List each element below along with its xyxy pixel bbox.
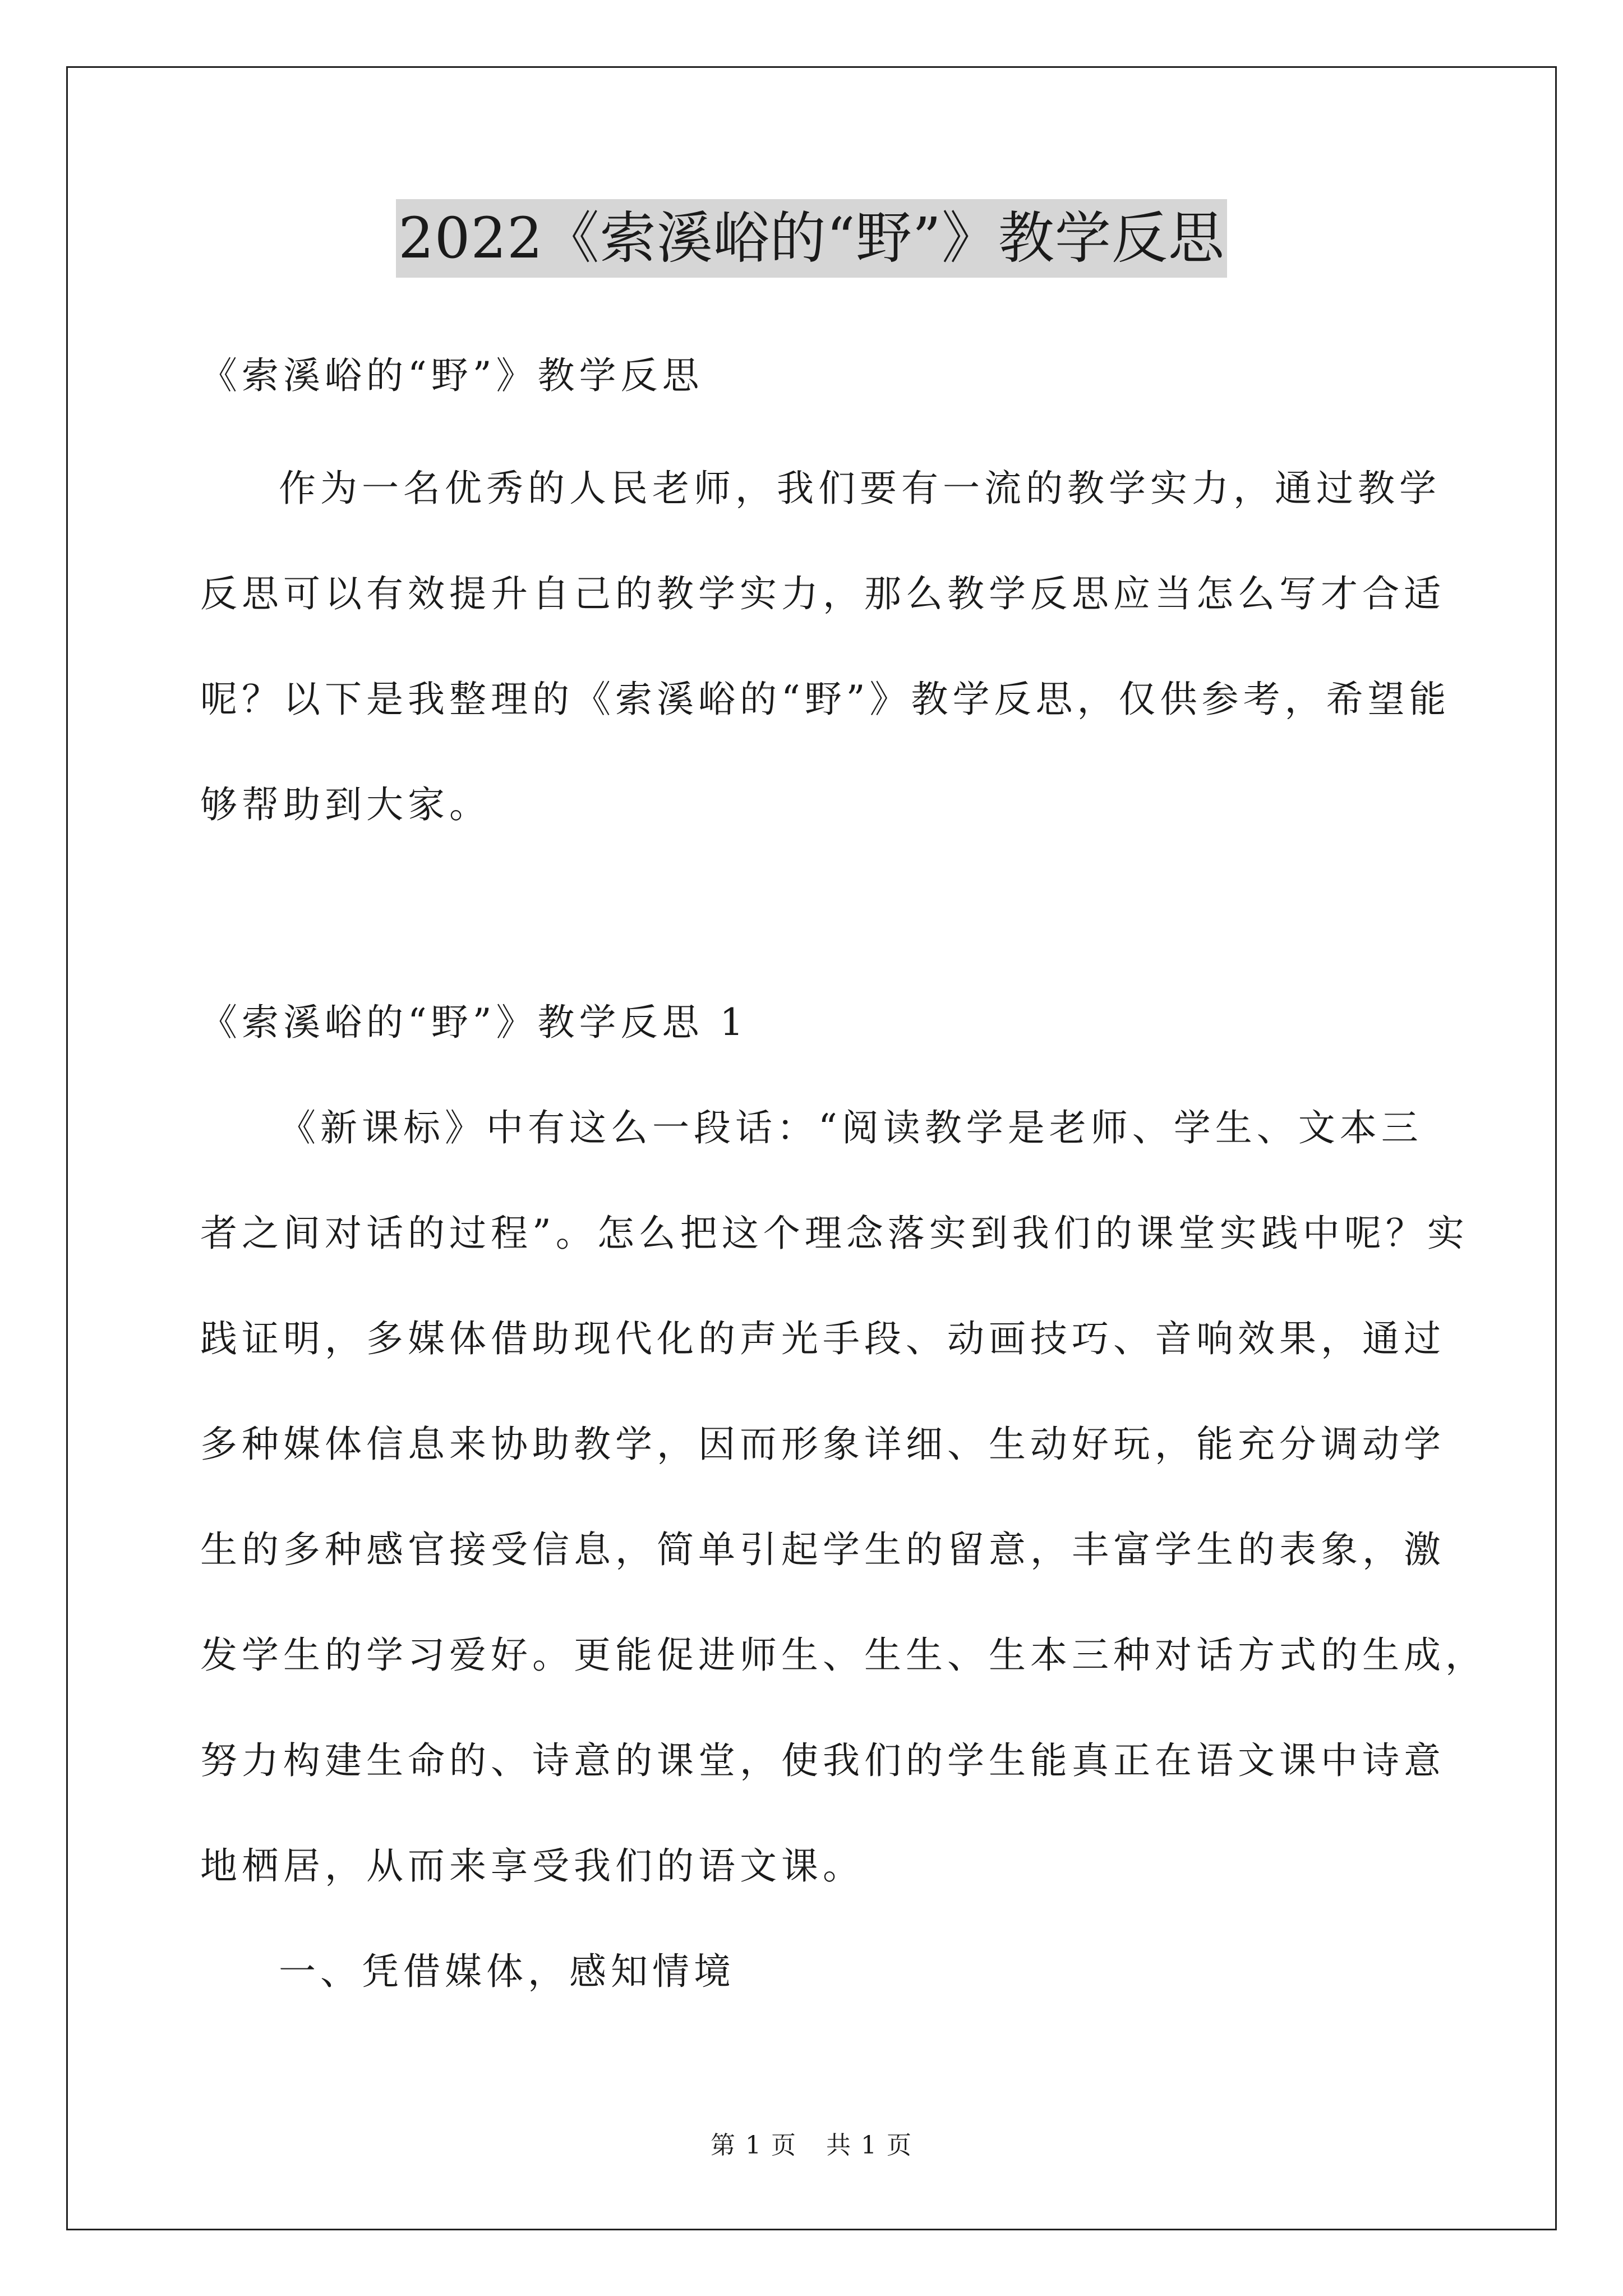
intro-line-2: 反思可以有效提升自己的教学实力，那么教学反思应当怎么写才合适 <box>200 572 1445 615</box>
body-line-8: 地栖居，从而来享受我们的语文课。 <box>200 1844 864 1888</box>
body-line-7: 努力构建生命的、诗意的课堂，使我们的学生能真正在语文课中诗意 <box>200 1739 1445 1782</box>
subheading: 《索溪峪的“野”》教学反思 <box>200 354 704 397</box>
page-total: 共 1 页 <box>826 2131 912 2160</box>
body-line-3: 践证明，多媒体借助现代化的声光手段、动画技巧、音响效果，通过 <box>200 1317 1445 1360</box>
body-line-2: 者之间对话的过程”。怎么把这个理念落实到我们的课堂实践中呢？实 <box>200 1212 1469 1255</box>
body-line-6: 发学生的学习爱好。更能促进师生、生生、生本三种对话方式的生成， <box>200 1634 1487 1677</box>
page-number: 第 1 页 <box>711 2131 797 2160</box>
body-line-4: 多种媒体信息来协助教学，因而形象详细、生动好玩，能充分调动学 <box>200 1423 1445 1466</box>
title-wrap <box>0 199 1623 278</box>
document-title: 2022《索溪峪的“野”》教学反思 <box>396 199 1227 278</box>
page-footer <box>0 2129 1623 2162</box>
intro-line-3: 呢？以下是我整理的《索溪峪的“野”》教学反思，仅供参考，希望能 <box>200 678 1451 721</box>
intro-line-4: 够帮助到大家。 <box>200 783 491 826</box>
intro-line-1: 作为一名优秀的人民老师，我们要有一流的教学实力，通过教学 <box>279 467 1441 510</box>
body-line-5: 生的多种感官接受信息，简单引起学生的留意，丰富学生的表象，激 <box>200 1528 1445 1571</box>
body-line-1: 《新课标》中有这么一段话：“阅读教学是老师、学生、文本三 <box>279 1106 1423 1149</box>
point-one-heading: 一、凭借媒体，感知情境 <box>279 1950 735 1993</box>
section-heading: 《索溪峪的“野”》教学反思 1 <box>200 1001 748 1044</box>
